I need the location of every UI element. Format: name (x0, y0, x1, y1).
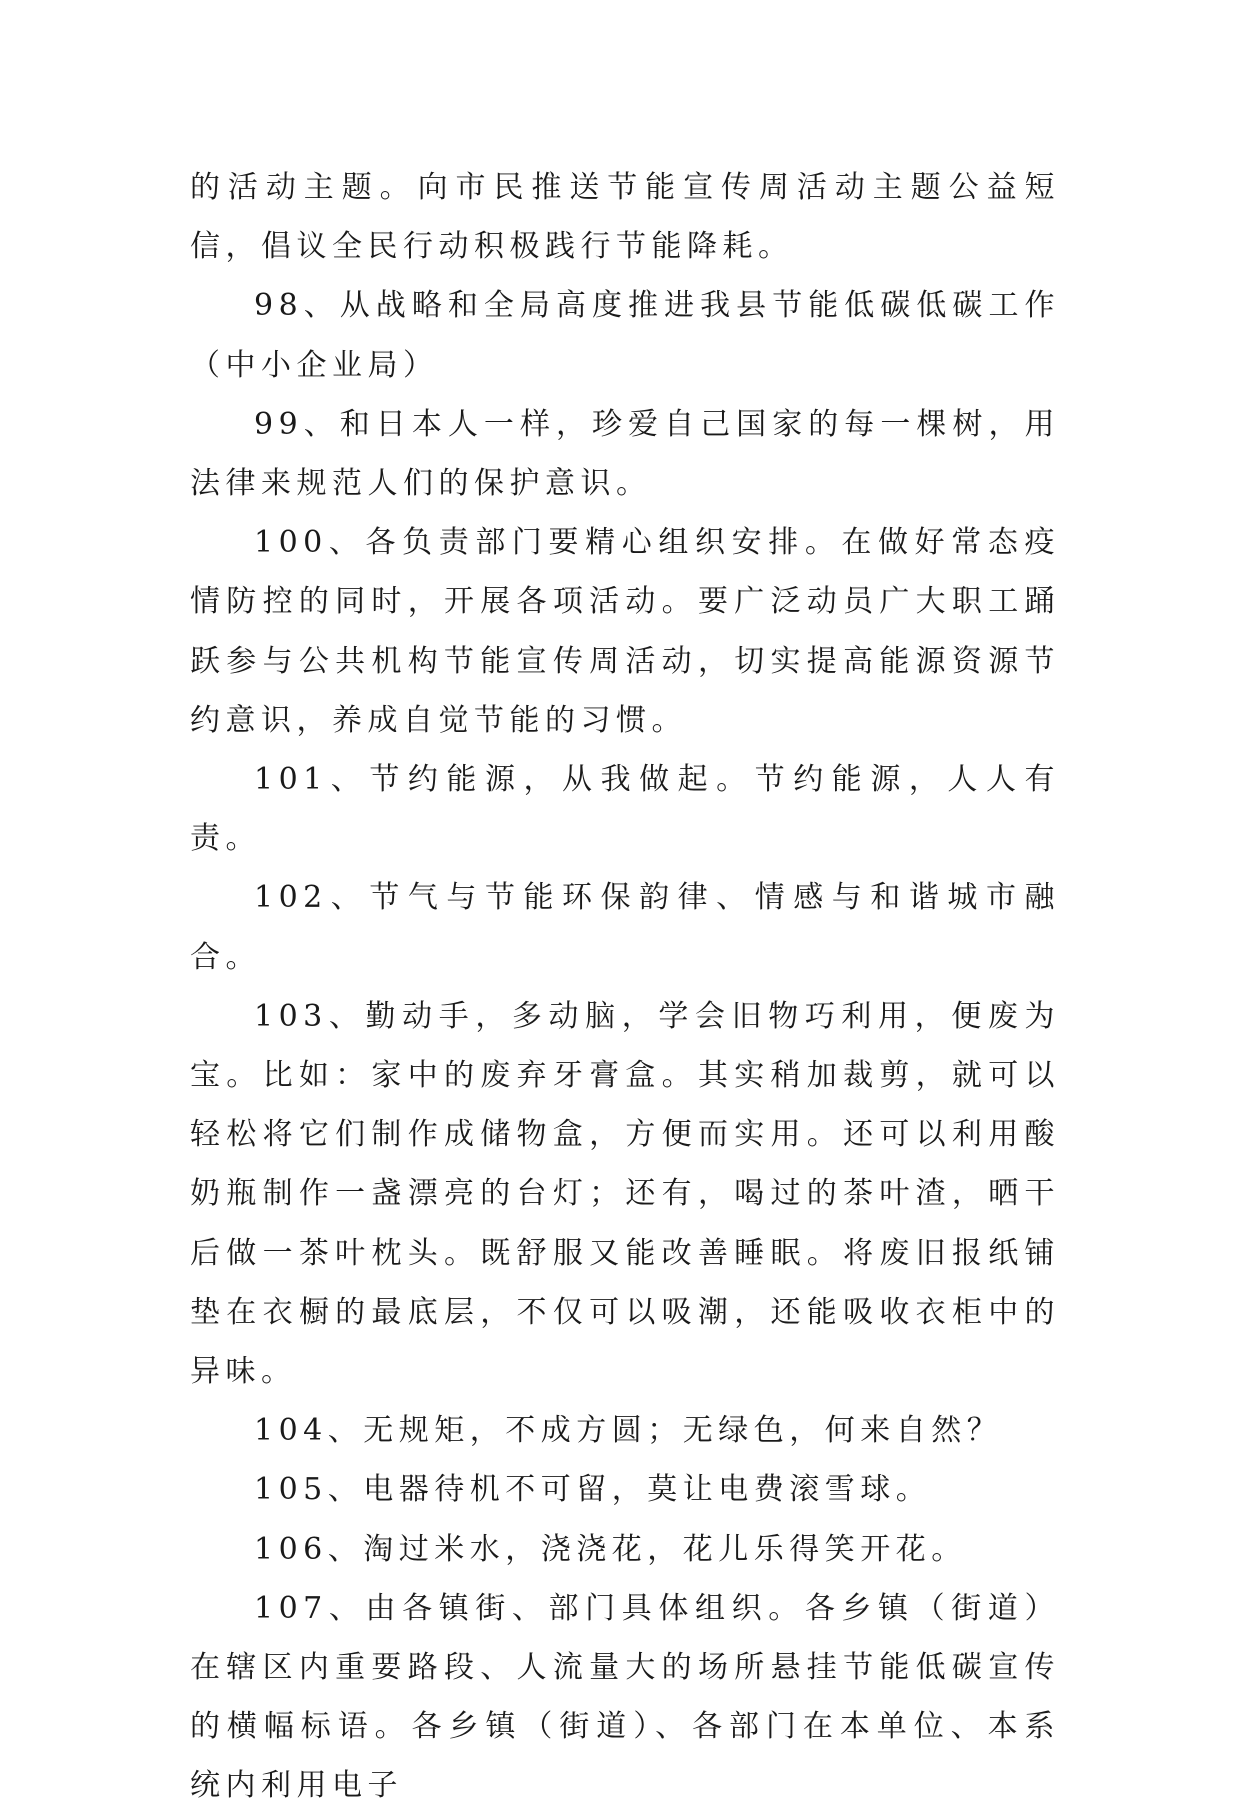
paragraph-item-105: 105、电器待机不可留，莫让电费滚雪球。 (254, 1472, 932, 1508)
paragraph-item-104: 104、无规矩，不成方圆；无绿色，何来自然？ (254, 1413, 1003, 1449)
paragraph-item-100: 100、各负责部门要精心组织安排。在做好常态疫情防控的同时，开展各项活动。要广泛动员广大职工踊跃参与公共机构节能宣传周活动，切实提高能源资源节约意识，养成自觉节能的习惯。 (190, 525, 1060, 738)
document-body (190, 158, 1060, 1816)
paragraph-item-102: 102、节气与节能环保韵律、情感与和谐城市融合。 (190, 880, 1060, 975)
paragraph-item-103: 103、勤动手，多动脑，学会旧物巧利用，便废为宝。比如：家中的废弃牙膏盒。其实稍加裁剪，就可以轻松将它们制作成储物盒，方便而实用。还可以利用酸奶瓶制作一盏漂亮的台灯；还有，喝过的茶叶渣，晒干后做一茶叶枕头。既舒服又能改善睡眠。将废旧报纸铺垫在衣橱的最底层，不仅可以吸潮，还能吸收衣柜中的异味。 (190, 998, 1060, 1390)
paragraph-item-98: 98、从战略和全局高度推进我县节能低碳低碳工作（中小企业局） (190, 288, 1060, 383)
paragraph-item-107: 107、由各镇街、部门具体组织。各乡镇（街道）在辖区内重要路段、人流量大的场所悬挂节能低碳宣传的横幅标语。各乡镇（街道）、各部门在本单位、本系统内利用电子 (190, 1590, 1060, 1804)
paragraph-item-99: 99、和日本人一样，珍爱自己国家的每一棵树，用法律来规范人们的保护意识。 (190, 406, 1060, 502)
paragraph-continuation: 的活动主题。向市民推送节能宣传周活动主题公益短信，倡议全民行动积极践行节能降耗。 (190, 170, 1060, 265)
paragraph-item-106: 106、淘过米水，浇浇花，花儿乐得笑开花。 (254, 1531, 967, 1567)
paragraph-item-101: 101、节约能源，从我做起。节约能源，人人有责。 (190, 762, 1060, 857)
